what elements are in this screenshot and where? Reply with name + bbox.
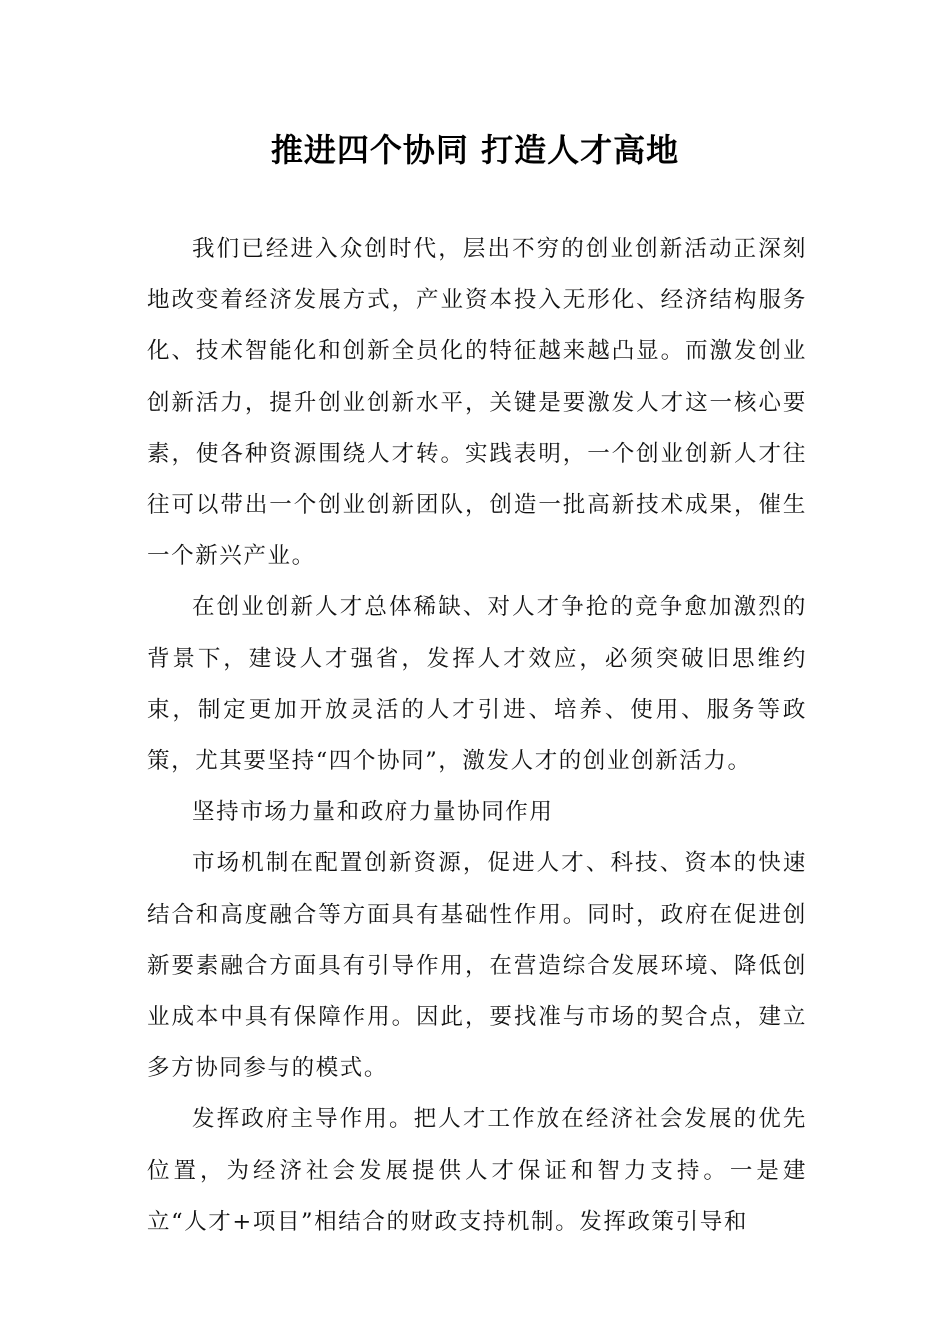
section-heading: 坚持市场力量和政府力量协同作用 — [192, 799, 554, 826]
document-title: 推进四个协同 打造人才高地 — [270, 131, 680, 169]
paragraph-market: 市场机制在配置创新资源，促进人才、科技、资本的快速结合和高度融合等方面具有基础性作用。同时，政府在促进创新要素融合方面具有引导作用，在营造综合发展环境、降低创业成本中具有保障作用。因此，要找准与市场的契合点，建立多方协同参与的模式。 — [147, 850, 807, 1082]
document-body — [147, 224, 807, 1248]
paragraph-government: 发挥政府主导作用。把人才工作放在经济社会发展的优先位置，为经济社会发展提供人才保证和智力支持。一是建立“人才+项目”相结合的财政支持机制。发挥政策引导和 — [147, 1106, 807, 1235]
paragraph-intro: 我们已经进入众创时代，层出不穷的创业创新活动正深刻地改变着经济发展方式，产业资本投入无形化、经济结构服务化、技术智能化和创新全员化的特征越来越凸显。而激发创业创新活力，提升创业创新水平，关键是要激发人才这一核心要素，使各种资源围绕人才转。实践表明，一个创业创新人才往往可以带出一个创业创新团队，创造一批高新技术成果，催生一个新兴产业。 — [147, 236, 807, 570]
paragraph-context: 在创业创新人才总体稀缺、对人才争抢的竞争愈加激烈的背景下，建设人才强省，发挥人才效应，必须突破旧思维约束，制定更加开放灵活的人才引进、培养、使用、服务等政策，尤其要坚持“四个协同”，激发人才的创业创新活力。 — [147, 594, 807, 775]
